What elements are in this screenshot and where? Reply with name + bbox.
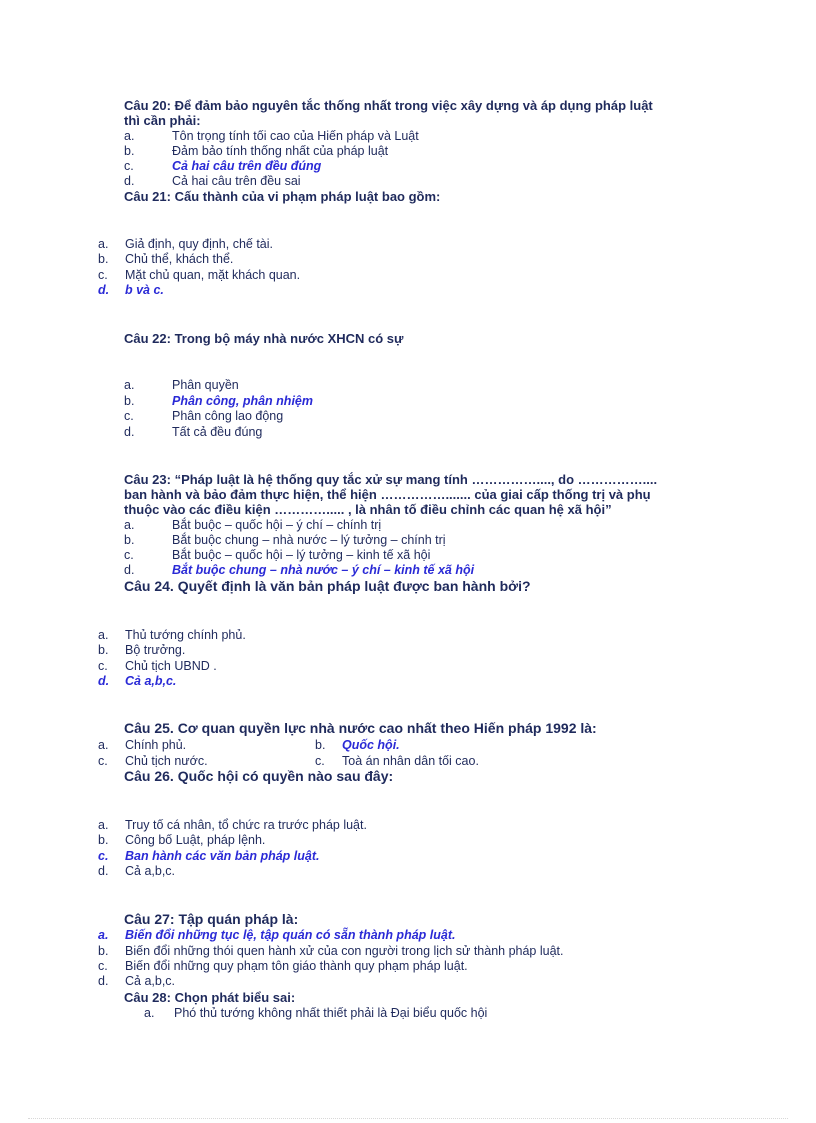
option-label: a. [98, 928, 109, 942]
option-text: Cả hai câu trên đều sai [172, 174, 301, 188]
q20-option-d [124, 174, 301, 189]
q22-option-c [124, 409, 283, 424]
q20-option-b [124, 144, 388, 159]
page-footer-divider [28, 1118, 788, 1119]
q20-title-line1: Câu 20: Để đảm bảo nguyên tắc thống nhất trong việc xây dựng và áp dụng pháp luật [124, 98, 653, 113]
option-text: Tất cả đều đúng [172, 425, 263, 439]
option-text: Giả định, quy định, chế tài. [125, 237, 274, 251]
option-text: Biến đổi những thói quen hành xử của con người trong lịch sử thành pháp luật. [125, 944, 564, 958]
correct-answer-text: Biến đổi những tục lệ, tập quán có sẵn thành pháp luật. [125, 928, 456, 942]
q20-title-line2: thì cần phải: [124, 113, 201, 128]
option-text: Chủ tịch UBND . [125, 659, 217, 673]
q21-option-a [98, 237, 273, 252]
option-label: d. [124, 563, 135, 577]
option-text: Bộ trưởng. [125, 643, 186, 657]
option-label: a. [98, 818, 109, 832]
option-label: b. [98, 944, 109, 958]
option-label: a. [98, 738, 109, 752]
q22-option-d [124, 425, 262, 440]
q20-option-a [124, 129, 419, 144]
option-text: Truy tố cá nhân, tổ chức ra trước pháp luật. [125, 818, 367, 832]
q20-option-c [124, 159, 321, 174]
option-text: Phân công lao động [172, 409, 284, 423]
option-text: Chủ thể, khách thể. [125, 252, 234, 266]
q21-option-d [98, 283, 164, 298]
option-text: Toà án nhân dân tối cao. [342, 754, 479, 768]
option-text: Mặt chủ quan, mặt khách quan. [125, 268, 301, 282]
q25-option-d [315, 754, 479, 769]
q27-option-c [98, 959, 468, 974]
option-text: Cả a,b,c. [125, 864, 176, 878]
option-label: b. [124, 394, 135, 408]
q24-option-c [98, 659, 217, 674]
correct-answer-text: Ban hành các văn bản pháp luật. [125, 849, 320, 863]
q24-title: Câu 24. Quyết định là văn bản pháp luật được ban hành bởi? [124, 578, 531, 594]
option-text: Phó thủ tướng không nhất thiết phải là Đại biểu quốc hội [174, 1006, 488, 1020]
option-text: Cả a,b,c. [125, 974, 176, 988]
option-label: a. [98, 237, 109, 251]
q26-option-a [98, 818, 367, 833]
option-label: c. [98, 268, 108, 282]
option-label: c. [124, 409, 134, 423]
q22-title: Câu 22: Trong bộ máy nhà nước XHCN có sự [124, 331, 404, 346]
option-text: Phân quyền [172, 378, 239, 392]
q27-option-b [98, 944, 564, 959]
q21-option-b [98, 252, 233, 267]
option-text: Công bố Luật, pháp lệnh. [125, 833, 266, 847]
q23-option-d [124, 563, 474, 578]
option-text: Chủ tịch nước. [125, 754, 208, 768]
correct-answer-text: Cả a,b,c. [125, 674, 177, 688]
option-label: b. [98, 833, 109, 847]
q21-title: Câu 21: Cấu thành của vi phạm pháp luật bao gồm: [124, 189, 441, 204]
correct-answer-text: b và c. [125, 283, 164, 297]
option-label: d. [124, 425, 135, 439]
option-label: c. [98, 659, 108, 673]
option-label: a. [124, 129, 135, 143]
option-text: Đảm bảo tính thống nhất của pháp luật [172, 144, 389, 158]
option-label: b. [315, 738, 326, 752]
q27-option-a [98, 928, 455, 943]
q26-option-c [98, 849, 319, 864]
q22-option-b [124, 394, 313, 409]
q21-option-c [98, 268, 300, 283]
q26-option-d [98, 864, 175, 879]
option-label: c. [98, 754, 108, 768]
option-text: Biến đổi những quy phạm tôn giáo thành quy phạm pháp luật. [125, 959, 468, 973]
option-label: c. [315, 754, 325, 768]
option-label: c. [98, 849, 109, 863]
option-text: Bắt buộc – quốc hội – lý tưởng – kinh tế xã hội [172, 548, 431, 562]
option-label: b. [124, 144, 135, 158]
option-label: c. [124, 159, 134, 173]
q25-option-b [315, 738, 400, 753]
option-label: b. [124, 533, 135, 547]
option-label: c. [124, 548, 134, 562]
q24-option-d [98, 674, 176, 689]
q23-option-b [124, 533, 446, 548]
q25-option-a [98, 738, 186, 753]
option-text: Chính phủ. [125, 738, 187, 752]
correct-answer-text: Quốc hội. [342, 738, 400, 752]
q23-title-line2: ban hành và bảo đảm thực hiện, thể hiện ……………....... của giai cấp thống trị và phụ [124, 487, 651, 502]
q24-option-b [98, 643, 185, 658]
option-label: d. [98, 864, 109, 878]
option-label: d. [98, 674, 110, 688]
option-text: Bắt buộc chung – nhà nước – lý tưởng – chính trị [172, 533, 446, 547]
q24-option-a [98, 628, 246, 643]
option-label: d. [98, 283, 110, 297]
option-label: a. [98, 628, 109, 642]
option-label: d. [98, 974, 109, 988]
q28-option-a [144, 1006, 487, 1021]
q27-title: Câu 27: Tập quán pháp là: [124, 911, 299, 927]
option-label: d. [124, 174, 135, 188]
q26-option-b [98, 833, 265, 848]
correct-answer-text: Bắt buộc chung – nhà nước – ý chí – kinh tế xã hội [172, 563, 475, 577]
q22-option-a [124, 378, 239, 393]
option-label: a. [124, 518, 135, 532]
option-label: b. [98, 252, 109, 266]
correct-answer-text: Phân công, phân nhiệm [172, 394, 313, 408]
q27-option-d [98, 974, 175, 989]
option-text: Thủ tướng chính phủ. [125, 628, 246, 642]
q26-title: Câu 26. Quốc hội có quyền nào sau đây: [124, 768, 394, 784]
option-label: a. [124, 378, 135, 392]
option-label: a. [144, 1006, 155, 1020]
option-text: Bắt buộc – quốc hội – ý chí – chính trị [172, 518, 382, 532]
correct-answer-text: Cả hai câu trên đều đúng [172, 159, 322, 173]
q23-option-a [124, 518, 381, 533]
option-label: b. [98, 643, 109, 657]
q23-title-line1: Câu 23: “Pháp luật là hệ thống quy tắc xử sự mang tính ……………...., do …………….... [124, 472, 658, 487]
q25-option-c [98, 754, 208, 769]
q25-title: Câu 25. Cơ quan quyền lực nhà nước cao nhất theo Hiến pháp 1992 là: [124, 720, 597, 736]
q23-title-line3: thuộc vào các điều kiện …………..... , là nhân tố điều chỉnh các quan hệ xã hội” [124, 502, 612, 517]
option-text: Tôn trọng tính tối cao của Hiến pháp và Luật [172, 129, 419, 143]
q28-title: Câu 28: Chọn phát biểu sai: [124, 990, 296, 1005]
option-label: c. [98, 959, 108, 973]
q23-option-c [124, 548, 430, 563]
